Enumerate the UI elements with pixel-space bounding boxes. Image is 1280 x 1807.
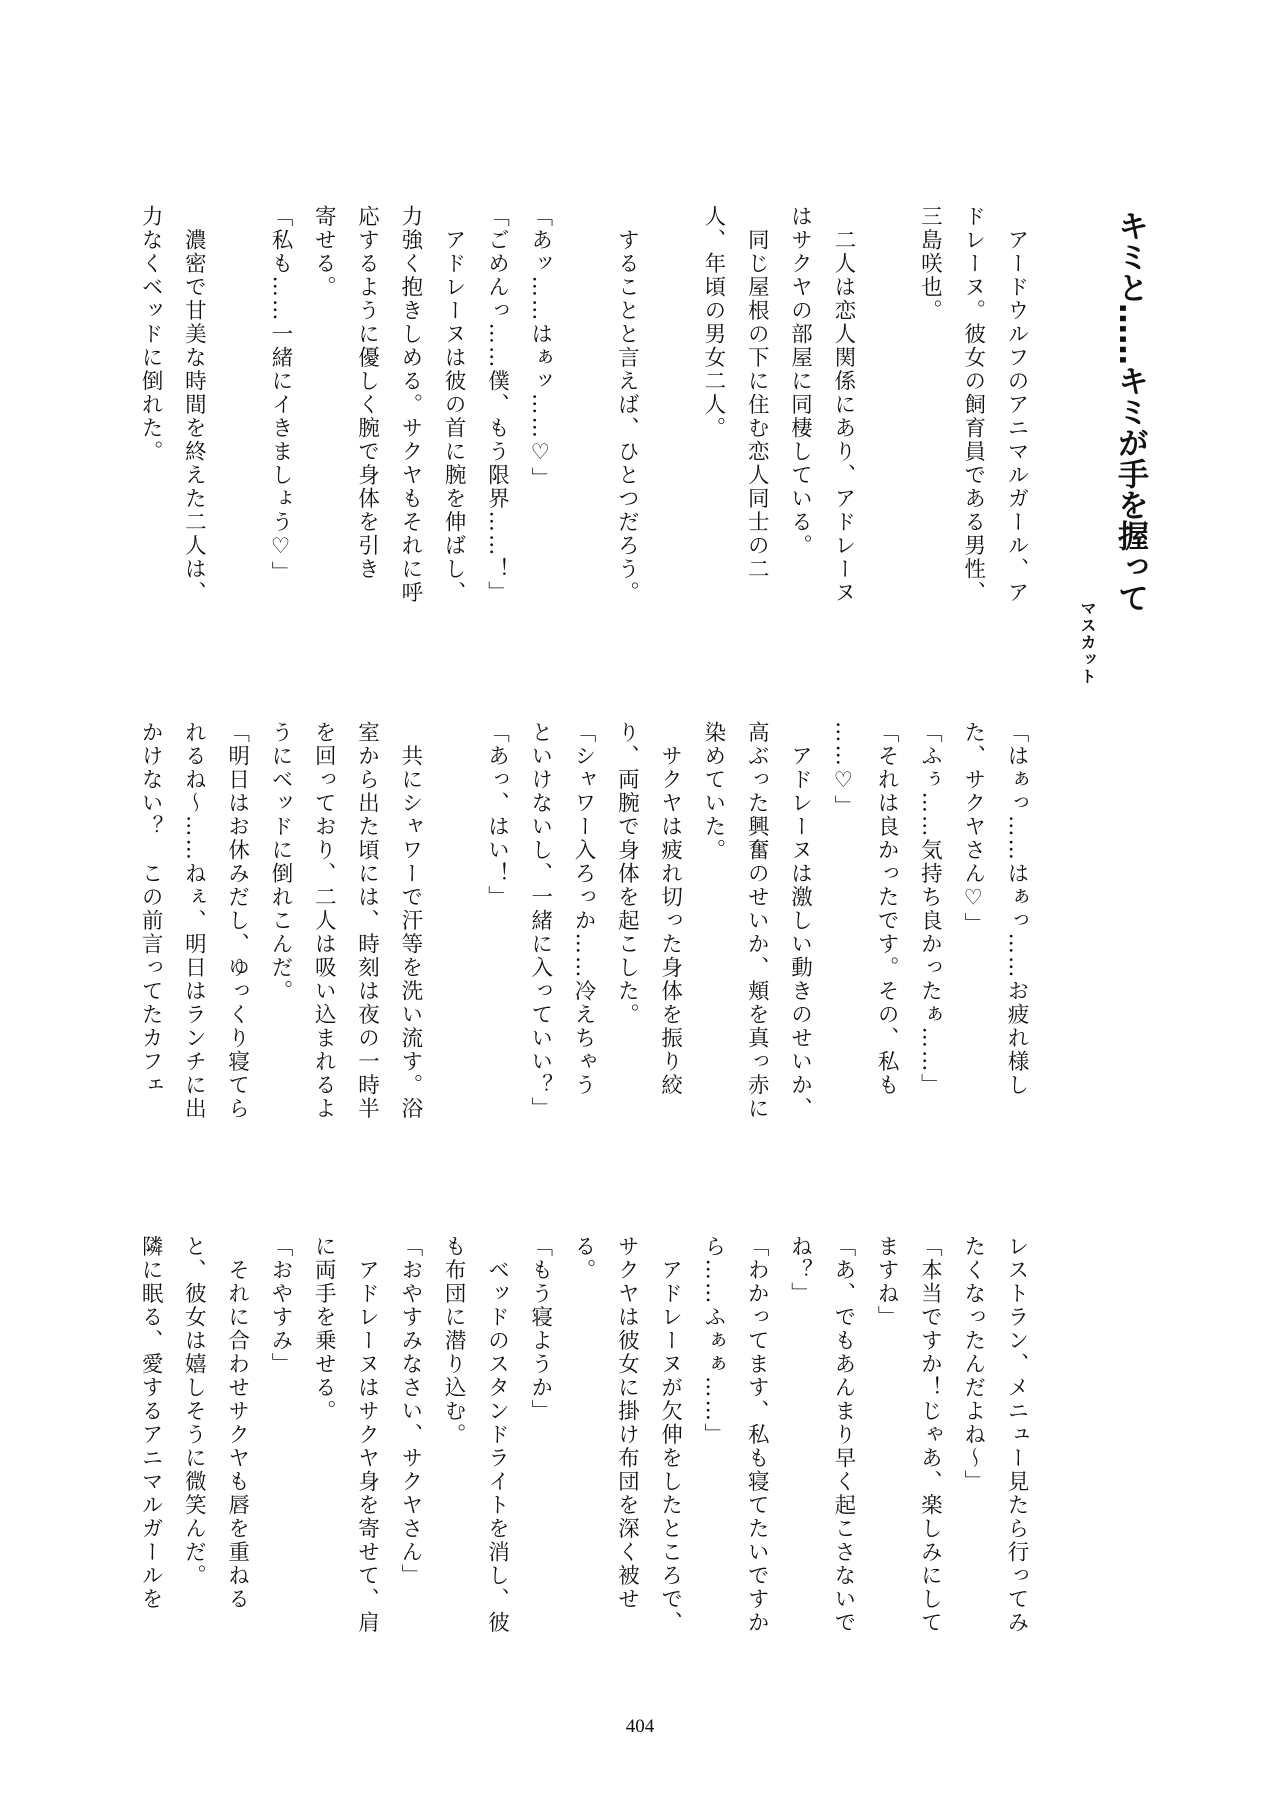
text-column: 高ぶった興奮のせいか、頬を真っ赤に bbox=[744, 721, 770, 1121]
text-column: レストラン、メニュー見たら行ってみ bbox=[1004, 1235, 1029, 1635]
text-column: 「シャワー入ろっか……冷えちゃう bbox=[571, 721, 597, 1097]
text-column bbox=[865, 205, 908, 615]
text-column: かけない？ この前言ってたカフェ bbox=[138, 721, 164, 1097]
text-column: たくなったんだよね～」 bbox=[960, 1235, 986, 1494]
text-column: 応するように優しく腕で身体を引き bbox=[354, 205, 380, 581]
text-column: ら……ふぁぁ……」 bbox=[700, 1235, 726, 1447]
text-column: 共にシャワーで汗等を洗い流す。浴 bbox=[397, 721, 423, 1121]
text-column: 「ごめんっ……僕、もう限界……！」 bbox=[484, 205, 510, 605]
text-column: も布団に潜り込む。 bbox=[441, 1235, 467, 1447]
text-column: 「私も……一緒にイきましょう♡」 bbox=[267, 205, 293, 585]
page-number: 404 bbox=[625, 1716, 655, 1737]
text-column: はサクヤの部屋に同棲している。 bbox=[787, 205, 813, 558]
text-column: 力なくベッドに倒れた。 bbox=[138, 205, 164, 464]
text-block-top bbox=[128, 205, 1038, 615]
text-column: た、サクヤさん♡」 bbox=[960, 721, 986, 936]
text-column bbox=[215, 205, 258, 615]
text-column: 二人は恋人関係にあり、アドレーヌ bbox=[830, 205, 856, 605]
text-column: 人、年頃の男女二人。 bbox=[700, 205, 726, 440]
text-column: アドレーヌが欠伸をしたところで、 bbox=[657, 1235, 683, 1635]
text-column: 「あ、でもあんまり早く起こさないで bbox=[830, 1235, 856, 1635]
text-column: 「明日はお休みだし、ゆっくり寝てら bbox=[224, 721, 250, 1121]
text-column: ベッドのスタンドライトを消し、彼 bbox=[484, 1235, 510, 1635]
text-column: アードウルフのアニマルガール、ア bbox=[1004, 205, 1029, 605]
story-title: キミと……キミが手を握って bbox=[1112, 210, 1148, 613]
text-column: 染めていた。 bbox=[700, 721, 726, 862]
text-column: 「おやすみ」 bbox=[267, 1235, 293, 1376]
text-column: 「もう寝ようか」 bbox=[527, 1235, 553, 1423]
text-column: 「それは良かったです。その、私も bbox=[874, 721, 900, 1097]
text-column: 寄せる。 bbox=[311, 205, 337, 299]
text-block-bottom bbox=[128, 1235, 1038, 1645]
text-column: 濃密で甘美な時間を終えた二人は、 bbox=[181, 205, 207, 605]
text-column: アドレーヌは激しい動きのせいか、 bbox=[787, 721, 813, 1121]
text-column: に両手を乗せる。 bbox=[311, 1235, 337, 1423]
text-column bbox=[648, 205, 691, 615]
text-column: を回っており、二人は吸い込まれるよ bbox=[311, 721, 337, 1121]
text-column: 「あッ……はぁッ……♡」 bbox=[527, 205, 553, 491]
text-column: 力強く抱きしめる。サクヤもそれに呼 bbox=[397, 205, 423, 605]
text-column: 「はぁっ……はぁっ……お疲れ様し bbox=[1004, 721, 1029, 1097]
text-column: それに合わせサクヤも唇を重ねる bbox=[224, 1235, 250, 1611]
text-column: と、彼女は嬉しそうに微笑んだ。 bbox=[181, 1235, 207, 1588]
text-column: ……♡」 bbox=[830, 721, 856, 819]
text-column: することと言えば、ひとつだろう。 bbox=[614, 205, 640, 605]
text-column: といけないし、一緒に入っていい？」 bbox=[527, 721, 553, 1121]
text-column: うにベッドに倒れこんだ。 bbox=[267, 721, 293, 1003]
text-column bbox=[562, 205, 605, 615]
text-column: 「あっ、はい！」 bbox=[484, 721, 510, 909]
text-column: ますね」 bbox=[874, 1235, 900, 1329]
text-column: 「おやすみなさい、サクヤさん」 bbox=[397, 1235, 423, 1588]
text-column: サクヤは疲れ切った身体を振り絞 bbox=[657, 721, 683, 1097]
text-column: アドレーヌは彼の首に腕を伸ばし、 bbox=[441, 205, 467, 605]
text-column: アドレーヌはサクヤ身を寄せて、肩 bbox=[354, 1235, 380, 1635]
text-column bbox=[432, 721, 475, 1131]
text-column: る。 bbox=[571, 1235, 597, 1282]
text-block-middle bbox=[128, 721, 1038, 1131]
text-column: 「わかってます、私も寝てたいですか bbox=[744, 1235, 770, 1635]
text-column: 室から出た頃には、時刻は夜の一時半 bbox=[354, 721, 380, 1121]
text-column: サクヤは彼女に掛け布団を深く被せ bbox=[614, 1235, 640, 1611]
text-column: り、両腕で身体を起こした。 bbox=[614, 721, 640, 1027]
text-column: 「ふぅ……気持ち良かったぁ……」 bbox=[917, 721, 943, 1097]
author-name: マスカット bbox=[1078, 600, 1097, 685]
text-column: れるね～……ねぇ、明日はランチに出 bbox=[181, 721, 207, 1121]
text-column: 三島咲也。 bbox=[917, 205, 943, 323]
text-column: ね？」 bbox=[787, 1235, 813, 1306]
text-column: 隣に眠る、愛するアニマルガールを bbox=[138, 1235, 164, 1611]
text-column: ドレーヌ。彼女の飼育員である男性、 bbox=[960, 205, 986, 605]
text-column: 「本当ですか！じゃあ、楽しみにして bbox=[917, 1235, 943, 1635]
text-column: 同じ屋根の下に住む恋人同士の二 bbox=[744, 205, 770, 581]
